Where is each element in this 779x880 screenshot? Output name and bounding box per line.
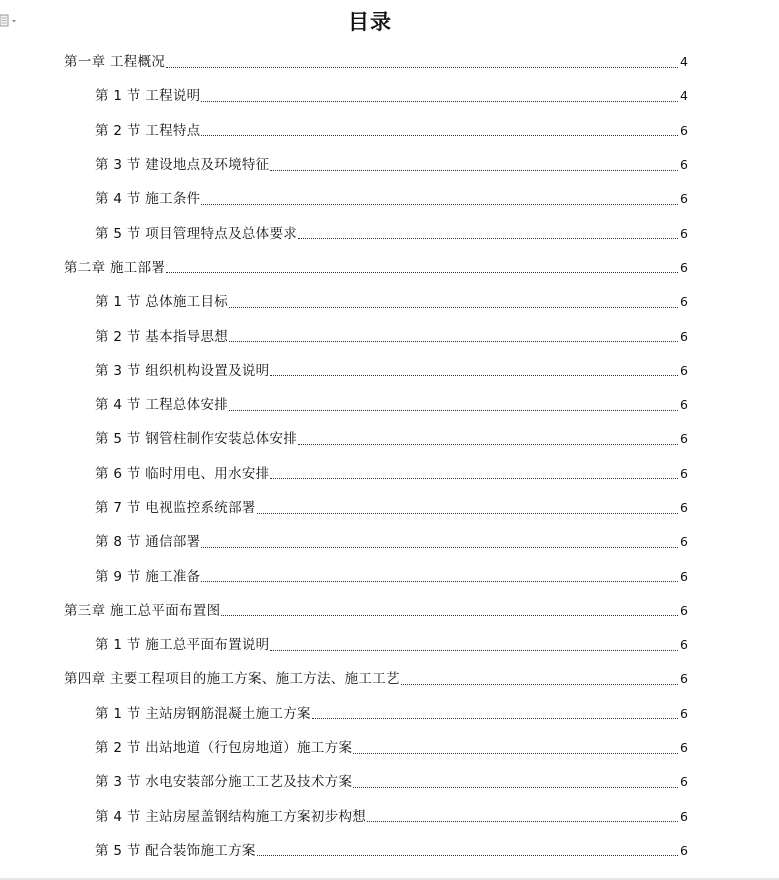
toc-entry-label: 第 7 节 电视监控系统部署 bbox=[95, 500, 256, 516]
toc-entry-label: 第 3 节 水电安装部分施工工艺及技术方案 bbox=[95, 774, 353, 791]
toc-entry-label: 第一章 工程概况 bbox=[64, 54, 166, 71]
toc-section-entry[interactable] bbox=[0, 628, 779, 662]
toc-page-number: 6 bbox=[680, 842, 688, 858]
toc-entry-label: 第 5 节 配合装饰施工方案 bbox=[95, 842, 256, 859]
toc-chapter-entry[interactable] bbox=[0, 662, 779, 696]
toc-entry-label: 第四章 主要工程项目的施工方案、施工方法、施工工艺 bbox=[64, 671, 400, 688]
toc-dot-leader bbox=[201, 535, 678, 548]
toc-dot-leader bbox=[201, 89, 678, 102]
toc-section-entry[interactable] bbox=[0, 834, 779, 868]
toc-page-number: 6 bbox=[680, 808, 688, 824]
toc-entry-label: 第 8 节 通信部署 bbox=[95, 534, 201, 551]
toc-section-entry[interactable] bbox=[0, 114, 779, 148]
toc-page-number: 6 bbox=[680, 225, 688, 241]
toc-entry-label: 第 4 节 主站房屋盖钢结构施工方案初步构想 bbox=[95, 808, 367, 825]
toc-entry-label: 第 3 节 组织机构设置及说明 bbox=[95, 362, 270, 379]
toc-section-entry[interactable] bbox=[0, 765, 779, 799]
toc-section-entry[interactable] bbox=[0, 525, 779, 559]
toc-chapter-entry[interactable] bbox=[0, 45, 779, 79]
toc-page-number: 6 bbox=[680, 431, 688, 447]
toc-section-entry[interactable] bbox=[0, 800, 779, 834]
toc-page-number: 6 bbox=[680, 602, 688, 618]
toc-dot-leader bbox=[257, 501, 678, 514]
toc-entry-label: 第 5 节 项目管理特点及总体要求 bbox=[95, 225, 298, 242]
toc-section-entry[interactable] bbox=[0, 319, 779, 353]
toc-dot-leader bbox=[201, 123, 678, 136]
table-of-contents bbox=[0, 45, 779, 868]
toc-chapter-entry[interactable] bbox=[0, 594, 779, 628]
toc-dot-leader bbox=[270, 158, 678, 171]
toc-dot-leader bbox=[257, 843, 678, 856]
toc-entry-label: 第 1 节 施工总平面布置说明 bbox=[95, 637, 270, 654]
toc-entry-label: 第 9 节 施工准备 bbox=[95, 568, 201, 585]
toc-entry-label: 第 1 节 总体施工目标 bbox=[95, 294, 229, 311]
toc-entry-label: 第 4 节 施工条件 bbox=[95, 191, 201, 208]
toc-entry-label: 第 1 节 主站房钢筋混凝土施工方案 bbox=[95, 705, 311, 722]
toc-section-entry[interactable] bbox=[0, 457, 779, 491]
toc-dot-leader bbox=[166, 260, 678, 273]
page-title: 目录 bbox=[348, 9, 392, 34]
toc-page-number: 6 bbox=[680, 122, 688, 138]
toc-section-entry[interactable] bbox=[0, 182, 779, 216]
toc-dot-leader bbox=[298, 432, 678, 445]
toc-section-entry[interactable] bbox=[0, 422, 779, 456]
toc-page-number: 6 bbox=[680, 774, 688, 790]
toc-dot-leader bbox=[221, 603, 678, 616]
toc-page-number: 6 bbox=[680, 465, 688, 481]
toc-dot-leader bbox=[298, 226, 678, 239]
toc-section-entry[interactable] bbox=[0, 148, 779, 182]
toc-entry-label: 第 5 节 钢管柱制作安装总体安排 bbox=[95, 431, 298, 448]
toc-section-entry[interactable] bbox=[0, 285, 779, 319]
toc-section-entry[interactable] bbox=[0, 79, 779, 113]
toc-entry-label: 第 2 节 基本指导思想 bbox=[95, 328, 229, 345]
toc-entry-label: 第二章 施工部署 bbox=[64, 259, 166, 276]
toc-page-number: 6 bbox=[680, 500, 688, 515]
toc-dot-leader bbox=[201, 569, 678, 582]
toc-dot-leader bbox=[201, 192, 678, 205]
toc-entry-label: 第 2 节 工程特点 bbox=[95, 122, 201, 139]
toc-page-number: 6 bbox=[680, 362, 688, 378]
toc-page-number: 6 bbox=[680, 637, 688, 653]
toc-entry-label: 第 6 节 临时用电、用水安排 bbox=[95, 465, 270, 482]
toc-section-entry[interactable] bbox=[0, 491, 779, 525]
toc-dot-leader bbox=[229, 295, 678, 308]
toc-dot-leader bbox=[401, 672, 678, 685]
toc-dot-leader bbox=[312, 706, 678, 719]
toc-dot-leader bbox=[353, 775, 678, 788]
toc-dot-leader bbox=[353, 741, 678, 754]
toc-page-number: 6 bbox=[680, 328, 688, 344]
toc-dot-leader bbox=[367, 809, 678, 822]
toc-section-entry[interactable] bbox=[0, 388, 779, 422]
toc-dot-leader bbox=[270, 638, 678, 651]
toc-entry-label: 第三章 施工总平面布置图 bbox=[64, 602, 221, 619]
toc-page-number: 4 bbox=[680, 54, 688, 70]
toc-page-number: 6 bbox=[680, 157, 688, 173]
toc-section-entry[interactable] bbox=[0, 216, 779, 250]
toc-section-entry[interactable] bbox=[0, 731, 779, 765]
toc-page-number: 6 bbox=[680, 397, 688, 413]
toc-section-entry[interactable] bbox=[0, 697, 779, 731]
toc-page-number: 6 bbox=[680, 259, 688, 275]
toc-page-number: 6 bbox=[680, 705, 688, 721]
toc-page-number: 4 bbox=[680, 88, 688, 104]
toc-entry-label: 第 3 节 建设地点及环境特征 bbox=[95, 157, 270, 174]
toc-page-number: 6 bbox=[680, 191, 688, 207]
toc-section-entry[interactable] bbox=[0, 354, 779, 388]
toc-page-number: 6 bbox=[680, 740, 688, 756]
toc-page-number: 6 bbox=[680, 568, 688, 584]
toc-dot-leader bbox=[270, 466, 678, 479]
toc-entry-label: 第 2 节 出站地道（行包房地道）施工方案 bbox=[95, 740, 353, 757]
toc-page-number: 6 bbox=[680, 294, 688, 310]
toc-dot-leader bbox=[229, 398, 678, 411]
toc-page-number: 6 bbox=[680, 534, 688, 550]
toc-page-number: 6 bbox=[680, 671, 688, 687]
toc-chapter-entry[interactable] bbox=[0, 251, 779, 285]
toc-dot-leader bbox=[166, 55, 678, 68]
toc-entry-label: 第 4 节 工程总体安排 bbox=[95, 397, 229, 414]
toc-entry-label: 第 1 节 工程说明 bbox=[95, 88, 201, 105]
toc-dot-leader bbox=[229, 329, 678, 342]
toc-section-entry[interactable] bbox=[0, 559, 779, 593]
toc-dot-leader bbox=[270, 363, 678, 376]
